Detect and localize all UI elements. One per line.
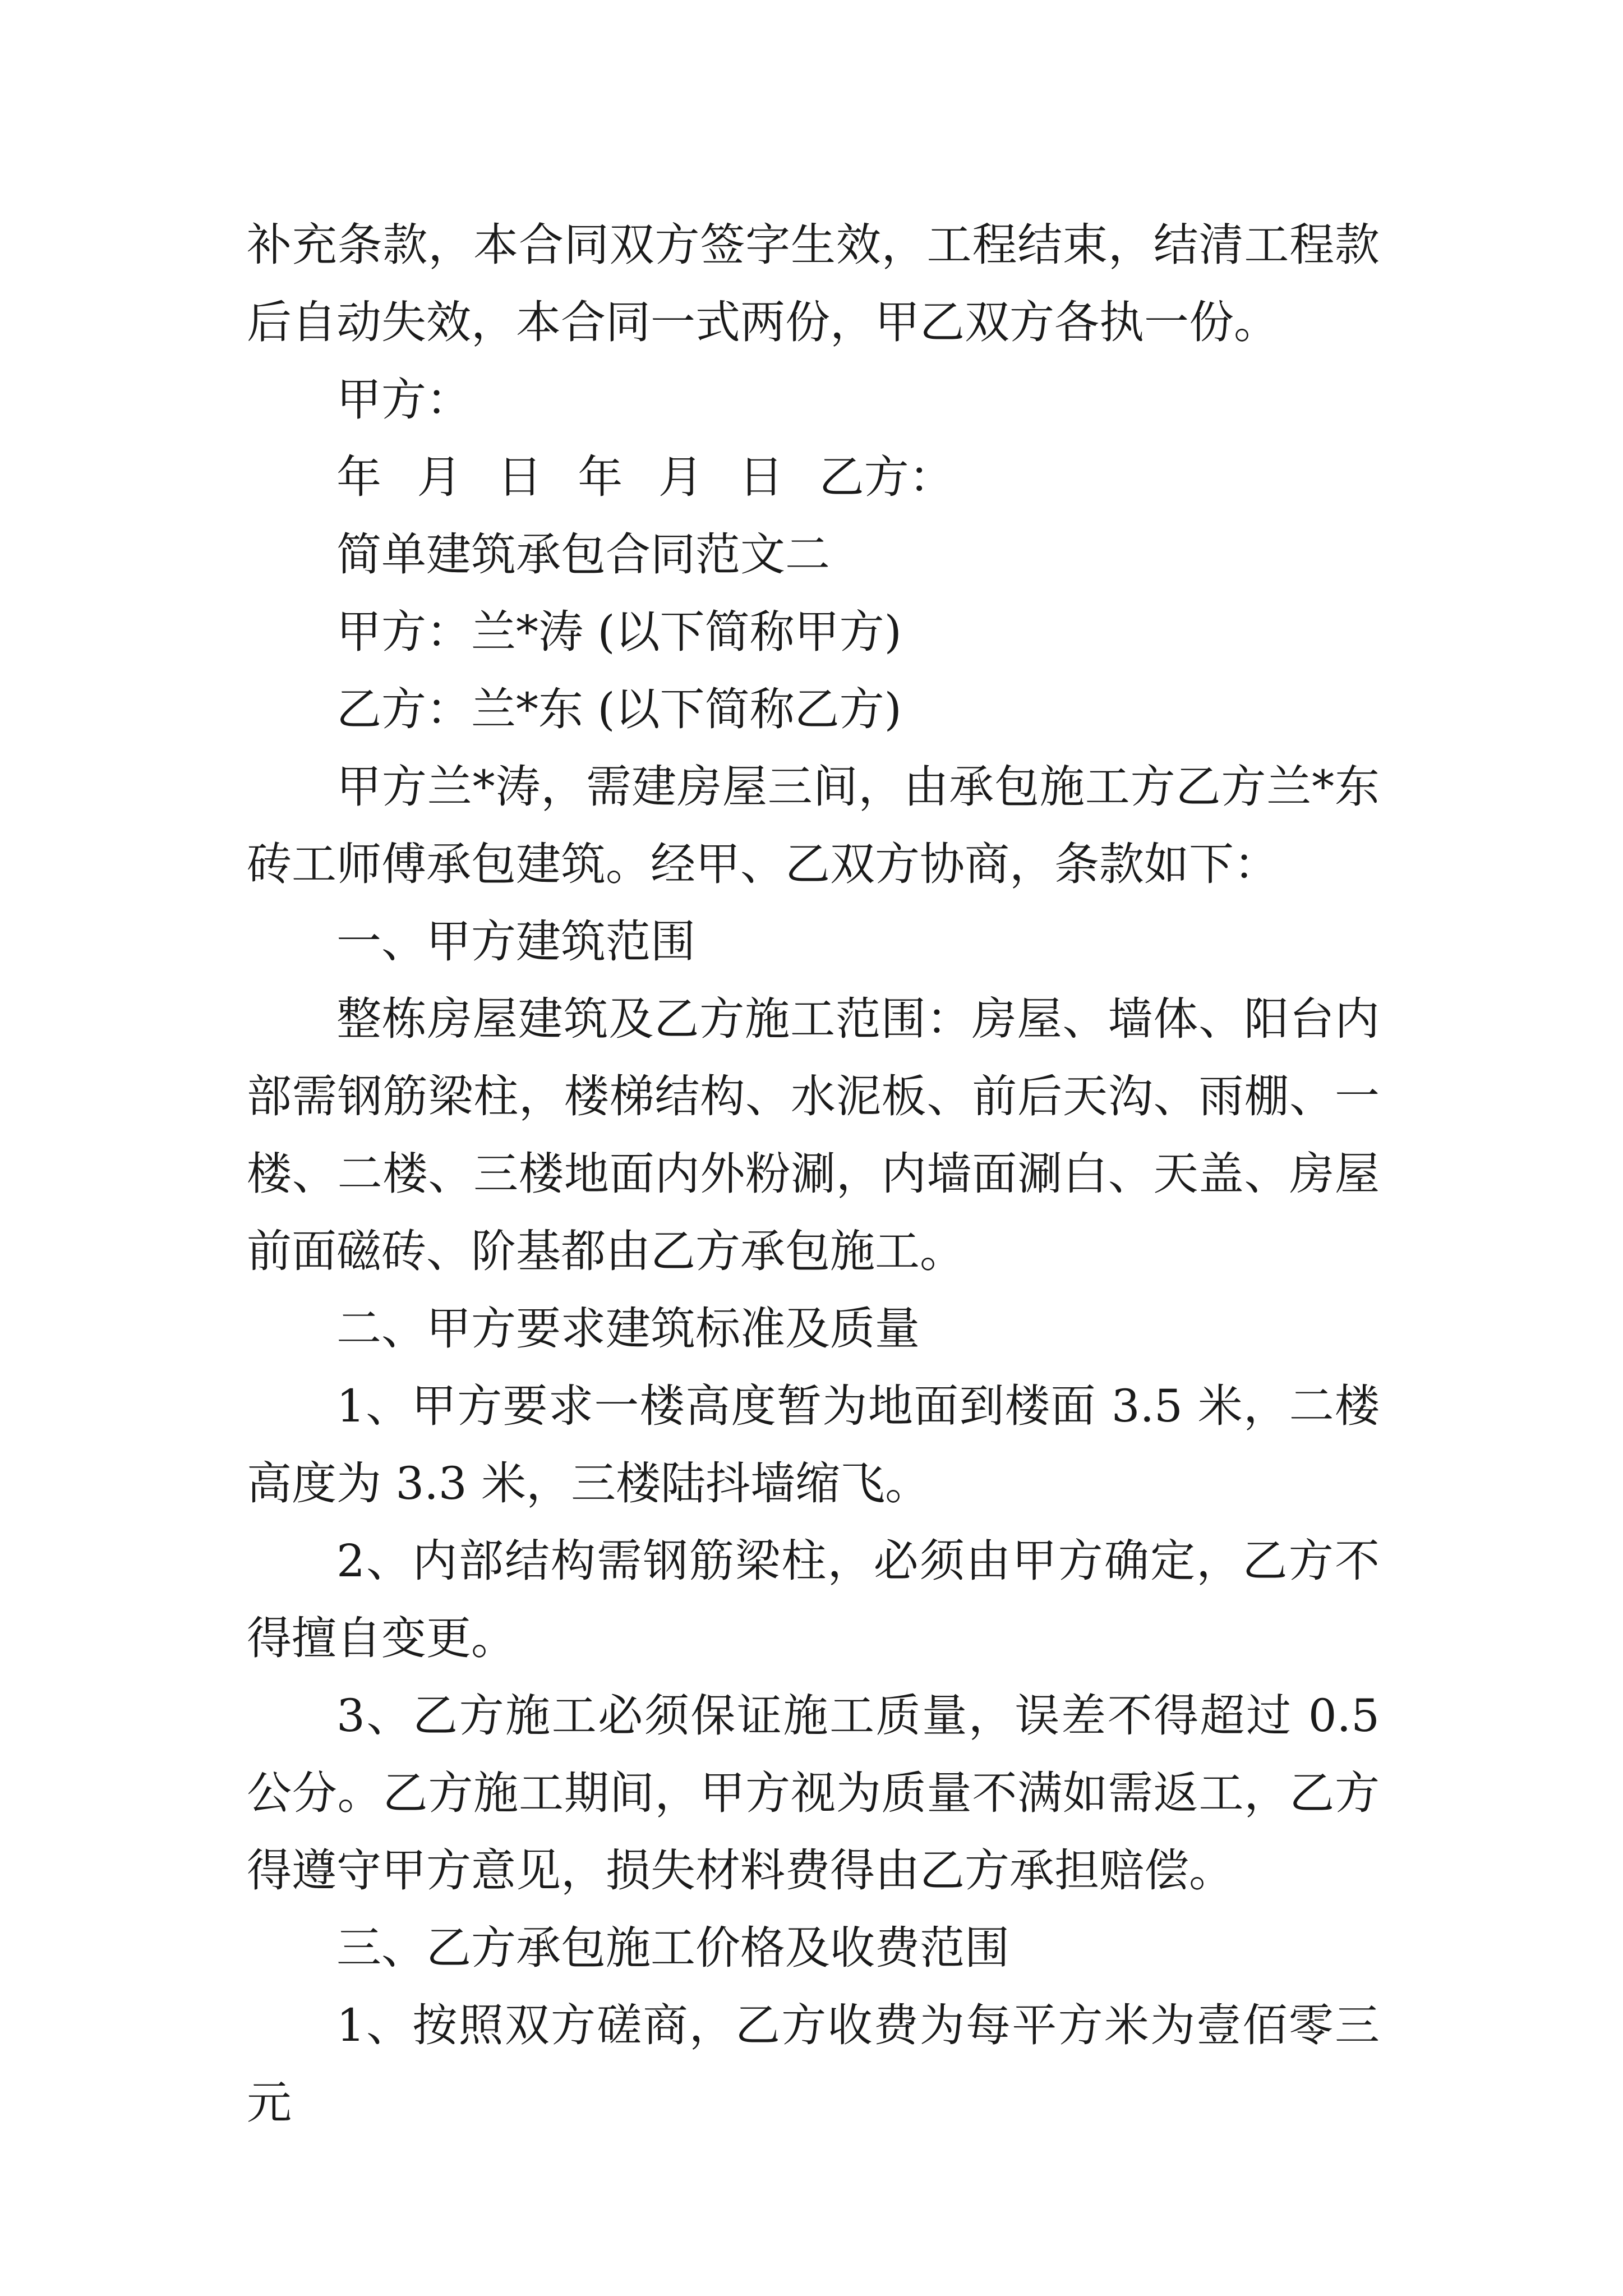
paragraph-contract-title: 简单建筑承包合同范文二: [336, 528, 830, 581]
paragraph-supplementary-clause: 补充条款，本合同双方签字生效，工程结束，结清工程款后自动失效，本合同一式两份，甲乙双方各执一份。: [247, 219, 1380, 348]
paragraph-party-a: 甲方：兰*涛 (以下简称甲方): [336, 606, 902, 658]
paragraph-section-3-item-1: 1、按照双方磋商，乙方收费为每平方米为壹佰零三元: [247, 1999, 1380, 2129]
paragraph-section-2-item-2: 2、内部结构需钢筋梁柱，必须由甲方确定，乙方不得擅自变更。: [247, 1535, 1380, 1664]
paragraph-party-b: 乙方：兰*东 (以下简称乙方): [336, 683, 902, 735]
document-body: [247, 206, 1380, 2142]
paragraph-section-2-item-3: 3、乙方施工必须保证施工质量，误差不得超过 0.5 公分。乙方施工期间，甲方视为质量不满如需返工，乙方得遵守甲方意见，损失材料费得由乙方承担赔偿。: [247, 1690, 1380, 1897]
paragraph-party-a-signature: 甲方：: [336, 374, 471, 426]
paragraph-section-1-heading: 一、甲方建筑范围: [336, 915, 695, 968]
paragraph-section-1-body: 整栋房屋建筑及乙方施工范围：房屋、墙体、阳台内部需钢筋梁柱，楼梯结构、水泥板、前后天沟、雨棚、一楼、二楼、三楼地面内外粉涮，内墙面涮白、天盖、房屋前面磁砖、阶基都由乙方承包施工。: [247, 993, 1380, 1277]
paragraph-section-3-heading: 三、乙方承包施工价格及收费范围: [336, 1922, 1009, 1974]
paragraph-date-line: 年 月 日 年 月 日 乙方：: [336, 451, 954, 503]
paragraph-section-2-heading: 二、甲方要求建筑标准及质量: [336, 1303, 920, 1355]
paragraph-intro: 甲方兰*涛，需建房屋三间，由承包施工方乙方兰*东砖工师傅承包建筑。经甲、乙双方协商，条款如下：: [247, 761, 1380, 890]
paragraph-section-2-item-1: 1、甲方要求一楼高度暂为地面到楼面 3.5 米，二楼高度为 3.3 米，三楼陆抖墙缩飞。: [247, 1380, 1380, 1510]
